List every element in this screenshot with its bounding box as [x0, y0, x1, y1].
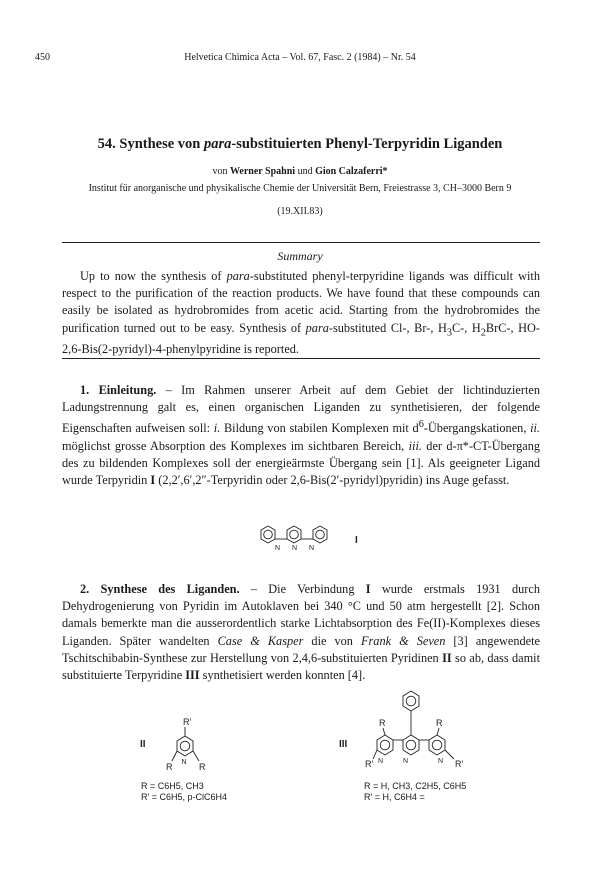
- ring-2: [287, 526, 301, 543]
- ring-ii-aromatic: [180, 741, 190, 751]
- ring-ii: [177, 736, 193, 756]
- phenyl-ring-aromatic: [406, 696, 416, 706]
- summary-s1: 3: [446, 327, 452, 339]
- article-title: [0, 136, 600, 153]
- author-2: Gion Calzaferri*: [315, 166, 388, 177]
- atom-n-iii-1: N: [378, 758, 384, 765]
- s1-t4: möglichst grosse Absorption des Komplexes im sichtbaren Bereich,: [62, 438, 409, 453]
- atom-n-iii-3: N: [438, 758, 444, 765]
- s2-b2: II: [442, 650, 452, 665]
- s1-t1: – Im Rahmen unserer Arbeit auf dem Gebiet der lichtinduzierten Ladungstrennung galt es, einen organischen Liganden zu synthetisieren, der folgende Eigenschaften aufweisen soll:: [62, 383, 540, 436]
- s1-b1: I: [150, 473, 156, 488]
- authors-line: [0, 166, 600, 177]
- substituent-r-prime: R′: [183, 717, 192, 727]
- title-italic: para: [203, 136, 232, 152]
- compound-label-I: I: [355, 535, 358, 546]
- atom-n-ii: N: [181, 759, 187, 766]
- ring-1: [261, 526, 275, 543]
- atom-n-iii-2: N: [403, 758, 409, 765]
- left-ring: [377, 735, 393, 755]
- s2-t3: die von: [303, 633, 361, 648]
- summary-top-rule: [62, 242, 540, 243]
- authors-prefix: von: [212, 166, 228, 177]
- summary-t3: -substituted Cl-, Br-, H: [328, 320, 447, 335]
- title-post: -substituierten Phenyl-Terpyridin Liganden: [231, 136, 503, 152]
- terpyridine-structure-I: [255, 521, 375, 553]
- authors-conj: und: [297, 166, 313, 177]
- caption-iii-line-2: R′ = H, C6H4 =: [364, 792, 425, 802]
- summary-t4: C-, H: [451, 320, 481, 335]
- title-pre: Synthese von: [119, 136, 201, 152]
- institution: Institut für anorganische und physikalische Chemie der Universität Bern, Freiestrasse 3, CH–3000 Bern 9: [88, 183, 512, 194]
- section-2-heading: 2. Synthese des Liganden.: [80, 582, 240, 596]
- s2-i2: Frank & Seven: [361, 633, 446, 648]
- substituent-r-upper-left: R: [379, 718, 386, 728]
- atom-n-2: N: [292, 545, 298, 552]
- caption-ii-line-1: R = C6H5, CH3: [141, 781, 204, 791]
- central-ring: [403, 735, 419, 755]
- substituent-r-prime-left: R′: [365, 759, 374, 769]
- s2-t1: – Die Verbindung: [239, 582, 366, 596]
- caption-ii-line-2: R′ = C6H5, p-ClC6H4: [141, 792, 227, 802]
- s1-t5: der d-π*-CT-Übergang des zu bildenden Komplexes soll der energieärmste Übergang sein [1]. Als geeigneter Ligand wurde Terpyridin: [62, 438, 540, 488]
- ring-1-aromatic: [264, 530, 273, 539]
- bond-r-prime-left: [373, 750, 377, 759]
- caption-iii-line-1: R = H, CH3, C2H5, C6H5: [364, 781, 467, 791]
- compound-label-II: II: [140, 739, 146, 750]
- summary-t5: BrC-, HO- 2,6-Bis(2-pyridyl)-4-phenylpyridine is reported.: [62, 320, 540, 357]
- s1-i1: i.: [213, 421, 221, 436]
- terpyridine-structure-III: [338, 689, 488, 777]
- central-ring-aromatic: [406, 740, 416, 750]
- summary-heading: Summary: [277, 249, 323, 263]
- right-ring: [429, 735, 445, 755]
- substituent-r-right: R: [199, 762, 206, 772]
- bond-r-upper-right: [437, 728, 439, 735]
- substituent-r-left: R: [166, 762, 173, 772]
- page-number: 450: [35, 52, 50, 63]
- running-head: Helvetica Chimica Acta – Vol. 67, Fasc. 2 (1984) – Nr. 54: [184, 52, 416, 63]
- s2-t6: synthetisiert werden konnten [4].: [199, 668, 366, 683]
- s1-i3: iii.: [408, 438, 422, 453]
- section-1-heading: 1. Einleitung.: [80, 383, 157, 397]
- atom-n-1: N: [275, 545, 281, 552]
- compound-label-III: III: [339, 739, 348, 750]
- summary-i2: para: [305, 320, 329, 335]
- ring-2-aromatic: [290, 530, 299, 539]
- s1-t3: -Übergangskationen,: [423, 421, 531, 436]
- s2-t2: wurde erstmals 1931 durch Dehydrogenierung von Pyridin im Autoklaven bei 340 °C und 50 atm hergestellt [2]. Schon damals bemerkte man die ausserordentlich starke Lichtabsorption des Fe(II)-Komplexes dieses Liganden. Später wandelten: [62, 582, 540, 648]
- summary-s2: 2: [480, 327, 486, 339]
- summary-i1: para: [226, 269, 250, 283]
- summary-text: [62, 268, 540, 358]
- s2-i1: Case & Kasper: [217, 633, 304, 648]
- pyridine-structure-II: [135, 714, 255, 774]
- bond-r-upper-left: [383, 728, 385, 735]
- section-2-paragraph: [62, 581, 540, 684]
- summary-t2: -substituted phenyl-terpyridine ligands was difficult with respect to the purification of the reaction products. We have found that these compounds can easily be isolated as hydrobromides from acetic acid. Starting from the hydrobromides the purification turned out to be easy. Synthesis of: [62, 269, 540, 335]
- bond-r-prime-right: [445, 750, 454, 759]
- s1-i2: ii.: [530, 421, 541, 436]
- received-date: (19.XII.83): [277, 206, 323, 217]
- ring-3: [313, 526, 327, 543]
- substituent-r-upper-right: R: [436, 718, 443, 728]
- article-number: 54.: [97, 136, 116, 152]
- author-1: Werner Spahni: [229, 166, 296, 177]
- s2-b3: III: [185, 668, 200, 683]
- s1-t2: Bildung von stabilen Komplexen mit d: [220, 421, 419, 436]
- bond-r-right: [193, 751, 199, 761]
- atom-n-3: N: [309, 545, 315, 552]
- s2-t4: [3] angewendete Tschitschibabin-Synthese zur Herstellung von 2,4,6-substituierten Pyridinen: [62, 633, 541, 665]
- s2-t5: so ab, dass damit substituierte Terpyridine: [62, 650, 541, 683]
- s1-t6: (2,2′,6′,2″-Terpyridin oder 2,6-Bis(2′-pyridyl)pyridin) ins Auge gefasst.: [155, 473, 510, 488]
- bond-r-left: [172, 751, 177, 761]
- right-ring-aromatic: [432, 740, 442, 750]
- summary-t1: Up to now the synthesis of: [80, 269, 227, 283]
- substituent-r-prime-right: R′: [455, 759, 464, 769]
- summary-bottom-rule: [62, 358, 540, 359]
- left-ring-aromatic: [380, 740, 390, 750]
- ring-3-aromatic: [316, 530, 325, 539]
- s2-b1: I: [365, 582, 371, 596]
- phenyl-ring: [403, 691, 419, 711]
- section-1-paragraph: [62, 382, 540, 489]
- s1-sup1: 6: [418, 419, 424, 431]
